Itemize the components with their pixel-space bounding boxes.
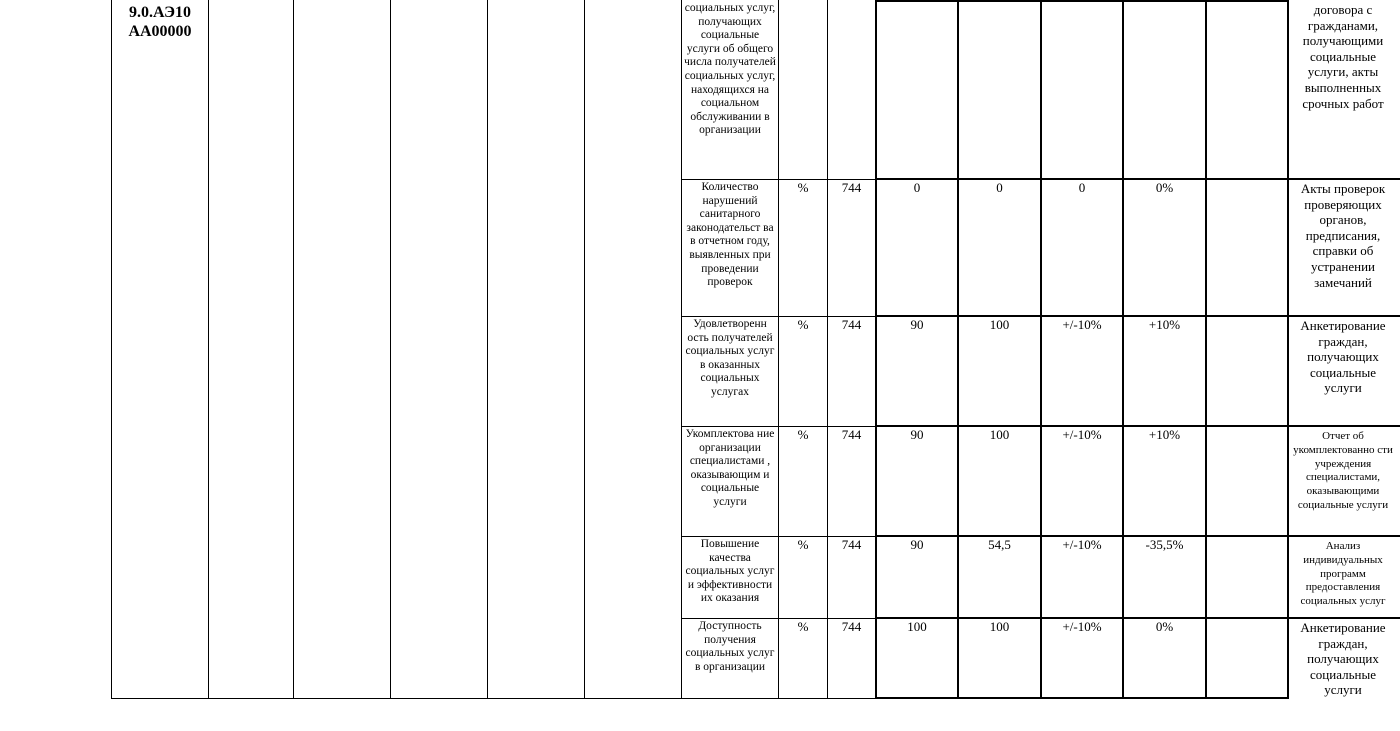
service-code	[114, 3, 206, 41]
row-line	[875, 0, 1289, 2]
tolerance: 0	[1078, 180, 1086, 195]
row-line	[875, 425, 1400, 427]
indicator-name: Удовлетворенн ость получателей социальных услуг в оказанных социальных услугах	[685, 318, 775, 398]
tolerance: +/-10%	[1062, 537, 1102, 552]
service-code-line1: 9.0.АЭ10	[128, 4, 191, 21]
col-line	[584, 0, 585, 699]
data-source: договора с гражданами, получающими социальные услуги, акты выполненных срочных работ	[1302, 2, 1384, 111]
actual-value: 100	[989, 619, 1010, 634]
indicator-name: Укомплектова ние организации специалистами , оказывающим и социальные услуги	[685, 428, 775, 508]
col-line	[1122, 0, 1124, 699]
unit: %	[797, 427, 809, 442]
row-line	[875, 617, 1400, 619]
row-line	[875, 535, 1400, 537]
deviation: +10%	[1148, 427, 1181, 442]
col-line	[827, 0, 828, 699]
tolerance: +/-10%	[1062, 427, 1102, 442]
row-line	[111, 698, 877, 699]
col-line	[487, 0, 488, 699]
indicator-name: Доступность получения социальных услуг в организации	[685, 620, 775, 673]
row-line	[875, 315, 1400, 317]
approved-value: 90	[910, 427, 924, 442]
actual-value: 54,5	[988, 537, 1011, 552]
deviation: -35,5%	[1145, 537, 1184, 552]
col-line	[208, 0, 209, 699]
deviation: +10%	[1148, 317, 1181, 332]
col-line	[293, 0, 294, 699]
col-line	[957, 0, 959, 699]
tolerance: +/-10%	[1062, 619, 1102, 634]
approved-value: 100	[907, 619, 927, 634]
row-line	[875, 178, 1400, 180]
data-source: Анализ индивидуальных программ предоставления социальных услуг	[1300, 540, 1386, 608]
col-line	[111, 0, 112, 699]
unit-code: 744	[841, 317, 862, 332]
approved-value: 90	[910, 317, 924, 332]
col-line	[1205, 0, 1207, 699]
data-source: Анкетирование граждан, получающих социальные услуги	[1300, 620, 1386, 698]
unit-code: 744	[841, 427, 862, 442]
data-source: Отчет об укомплектованно сти учреждения специалистами, оказывающими социальные услуги	[1293, 430, 1393, 511]
col-line	[390, 0, 391, 699]
data-source: Анкетирование граждан, получающих социальные услуги	[1300, 318, 1386, 396]
indicator-name: социальных услуг, получающих социальные услуги об общего числа получателей социальных услуг, находящихся на социальном обслуживании в организации	[684, 2, 776, 137]
unit: %	[797, 180, 809, 195]
service-code-line2: АА00000	[128, 23, 192, 40]
approved-value: 0	[913, 180, 921, 195]
col-line	[1040, 0, 1042, 699]
unit-code: 744	[841, 180, 862, 195]
col-line	[1287, 0, 1289, 699]
approved-value: 90	[910, 537, 924, 552]
unit: %	[797, 619, 809, 634]
data-source: Акты проверок проверяющих органов, предписания, справки об устранении замечаний	[1300, 181, 1386, 290]
indicator-name: Повышение качества социальных услуг и эффективности их оказания	[685, 538, 775, 605]
actual-value: 100	[989, 317, 1010, 332]
row-line	[875, 697, 1289, 699]
col-line	[778, 0, 779, 699]
actual-value: 100	[989, 427, 1010, 442]
col-line	[681, 0, 682, 699]
actual-value: 0	[996, 180, 1003, 195]
tolerance: +/-10%	[1062, 317, 1102, 332]
unit: %	[797, 317, 809, 332]
deviation: 0%	[1155, 180, 1174, 195]
unit-code: 744	[841, 619, 862, 634]
unit: %	[797, 537, 809, 552]
unit-code: 744	[841, 537, 862, 552]
col-line	[875, 0, 877, 699]
indicator-name: Количество нарушений санитарного законодательст ва в отчетном году, выявленных при проведении проверок	[686, 181, 774, 289]
deviation: 0%	[1155, 619, 1174, 634]
